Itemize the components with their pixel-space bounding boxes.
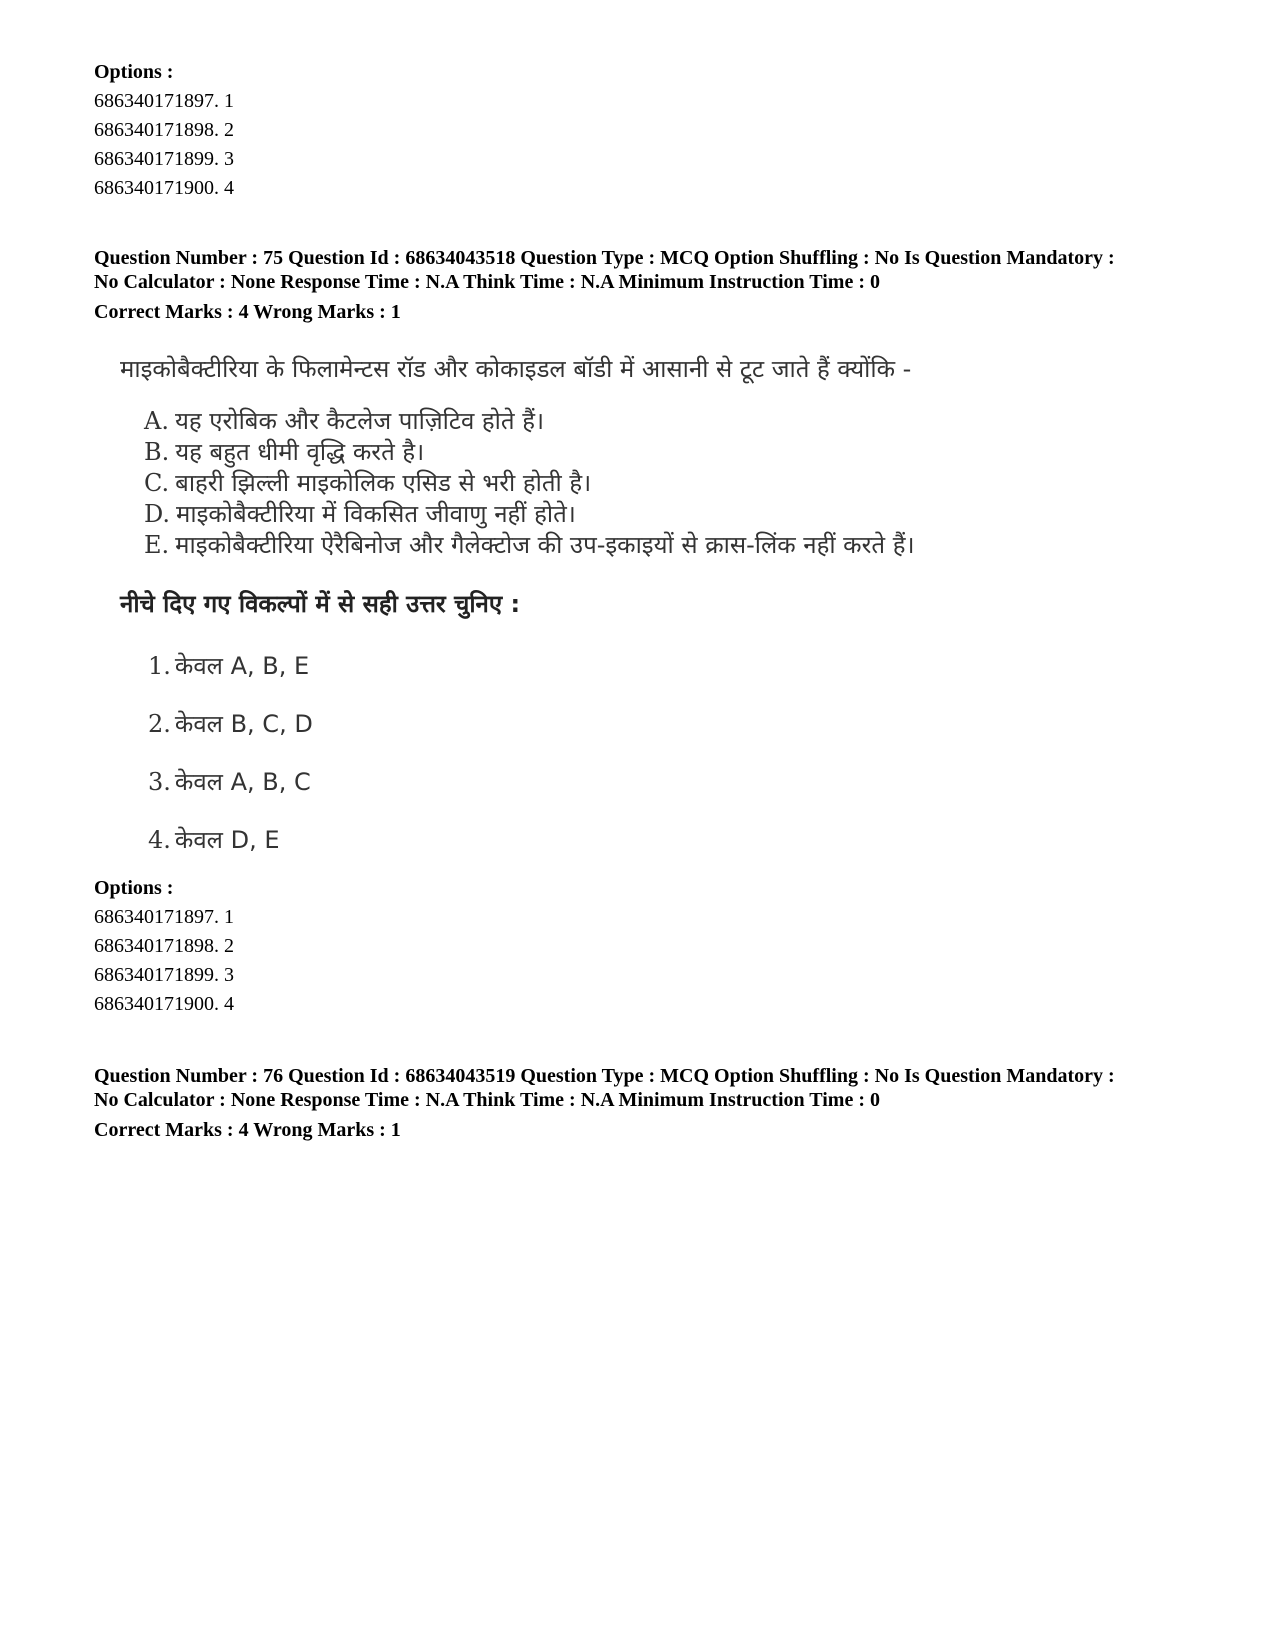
question-meta-line: Question Number : 76 Question Id : 68634043519 Question Type : MCQ Option Shuffling : No Is Question Mandatory :	[94, 1065, 1115, 1087]
statement-text: माइकोबैक्टीरिया में विकसित जीवाणु नहीं होते।	[176, 500, 576, 528]
question-75-body	[120, 352, 1020, 883]
question-stem: माइकोबैक्टीरिया के फिलामेन्टस रॉड और कोकाइडल बॉडी में आसानी से टूट जाते हैं क्योंकि -	[120, 355, 912, 383]
question-76-header	[94, 1064, 1214, 1145]
option-line: 686340171900. 4	[94, 177, 234, 199]
statement-text: माइकोबैक्टीरिया ऐरैबिनोज और गैलेक्टोज की उप-इकाइयों से क्रास-लिंक नहीं करते हैं।	[175, 531, 915, 559]
option-line: 686340171899. 3	[94, 964, 234, 986]
choice-number: 1.	[148, 652, 171, 680]
question-meta-line: No Calculator : None Response Time : N.A Think Time : N.A Minimum Instruction Time : 0	[94, 1089, 880, 1111]
choice-number: 4.	[148, 826, 171, 854]
option-line: 686340171898. 2	[94, 935, 234, 957]
option-line: 686340171900. 4	[94, 993, 234, 1015]
statement-item	[144, 468, 1020, 499]
choice-number: 2.	[148, 710, 171, 738]
question-meta-line: Question Number : 75 Question Id : 68634043518 Question Type : MCQ Option Shuffling : No Is Question Mandatory :	[94, 247, 1115, 269]
question-marks: Correct Marks : 4 Wrong Marks : 1	[94, 1119, 401, 1141]
question-marks: Correct Marks : 4 Wrong Marks : 1	[94, 301, 401, 323]
statement-text: बाहरी झिल्ली माइकोलिक एसिड से भरी होती है।	[175, 469, 592, 497]
choice-list	[148, 651, 1020, 855]
option-line: 686340171899. 3	[94, 148, 234, 170]
statement-letter: A.	[144, 407, 169, 435]
previous-options-block	[94, 58, 1214, 203]
statement-text: यह बहुत धीमी वृद्धि करते है।	[175, 438, 425, 466]
question-instruction: नीचे दिए गए विकल्पों में से सही उत्तर चुनिए :	[120, 590, 521, 618]
question-75-header	[94, 246, 1214, 327]
question-75-options-block	[94, 874, 1214, 1019]
options-label: Options :	[94, 877, 174, 899]
choice-text: केवल A, B, E	[174, 652, 310, 680]
choice-item	[148, 825, 1020, 855]
statement-item	[144, 406, 1020, 437]
choice-text: केवल A, B, C	[174, 768, 311, 796]
statement-list	[144, 406, 1020, 561]
choice-number: 3.	[148, 768, 171, 796]
choice-item	[148, 709, 1020, 739]
option-line: 686340171897. 1	[94, 906, 234, 928]
choice-item	[148, 767, 1020, 797]
statement-item	[144, 437, 1020, 468]
statement-item	[144, 499, 1020, 530]
statement-letter: C.	[144, 469, 170, 497]
statement-item	[144, 530, 1020, 561]
statement-text: यह एरोबिक और कैटलेज पाज़िटिव होते हैं।	[174, 407, 545, 435]
option-line: 686340171897. 1	[94, 90, 234, 112]
option-line: 686340171898. 2	[94, 119, 234, 141]
choice-item	[148, 651, 1020, 681]
choice-text: केवल D, E	[174, 826, 280, 854]
choice-text: केवल B, C, D	[174, 710, 313, 738]
options-label: Options :	[94, 61, 174, 83]
statement-letter: B.	[144, 438, 170, 466]
statement-letter: D.	[144, 500, 171, 528]
statement-letter: E.	[144, 531, 170, 559]
question-meta-line: No Calculator : None Response Time : N.A Think Time : N.A Minimum Instruction Time : 0	[94, 271, 880, 293]
